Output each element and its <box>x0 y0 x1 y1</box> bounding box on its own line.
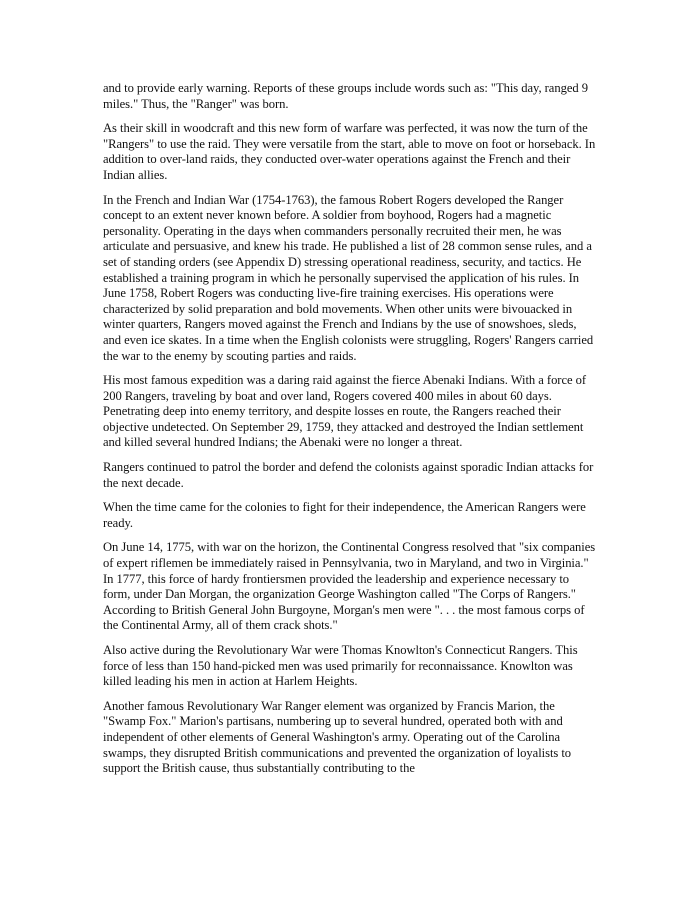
paragraph-knowlton-rangers: Also active during the Revolutionary War were Thomas Knowlton's Connecticut Rangers. This force of less than 150 hand-picked men was used primarily for reconnaissance. Knowlton was killed leading his men in action at Harlem Heights. <box>103 643 578 689</box>
paragraph-french-indian-war: In the French and Indian War (1754-1763), the famous Robert Rogers developed the Ranger concept to an extent never known before. A soldier from boyhood, Rogers had a magnetic personality. Operating in the days when commanders personally recruited their men, he was articulate and persuasive, and knew his trade. He published a list of 28 common sense rules, and a set of standing orders (see Appendix D) stressing operational readiness, security, and tactics. He established a training program in which he personally supervised the application of his rules. In June 1758, Robert Rogers was conducting live-fire training exercises. His operations were characterized by solid preparation and bold movements. When other units were bivouacked in winter quarters, Rangers moved against the French and Indians by the use of snowshoes, sleds, and even ice skates. In a time when the English colonists were struggling, Rogers' Rangers carried the war to the enemy by scouting parties and raids. <box>103 192 594 363</box>
paragraph-woodcraft: As their skill in woodcraft and this new form of warfare was perfected, it was now the turn of the "Rangers" to use the raid. They were versatile from the start, able to move on foot or horseback. In addition to over-land raids, they conducted over-water operations against the French and their Indian allies. <box>103 121 596 182</box>
paragraph-independence: When the time came for the colonies to fight for their independence, the American Rangers were ready. <box>103 500 586 530</box>
paragraph-early-warning: and to provide early warning. Reports of these groups include words such as: "This day, ranged 9 miles." Thus, the "Ranger" was born. <box>103 81 588 111</box>
document-body <box>103 81 597 786</box>
paragraph-continental-congress: On June 14, 1775, with war on the horizon, the Continental Congress resolved that "six companies of expert riflemen be immediately raised in Pennsylvania, two in Maryland, and two in Virginia." In 1777, this force of hardy frontiersmen provided the leadership and experience necessary to form, under Dan Morgan, the organization George Washington called "The Corps of Rangers." According to British General John Burgoyne, Morgan's men were ". . . the most famous corps of the Continental Army, all of them crack shots." <box>103 540 596 633</box>
paragraph-border-patrol: Rangers continued to patrol the border and defend the colonists against sporadic Indian attacks for the next decade. <box>103 460 594 490</box>
paragraph-swamp-fox: Another famous Revolutionary War Ranger element was organized by Francis Marion, the "Swamp Fox." Marion's partisans, numbering up to several hundred, operated both with and independent of other elements of General Washington's army. Operating out of the Carolina swamps, they disrupted British communications and prevented the organization of loyalists to support the British cause, thus substantially contributing to the <box>103 698 572 776</box>
paragraph-abenaki-raid: His most famous expedition was a daring raid against the fierce Abenaki Indians. With a force of 200 Rangers, traveling by boat and over land, Rogers covered 400 miles in about 60 days. Penetrating deep into enemy territory, and despite losses en route, the Rangers reached their objective undetected. On September 29, 1759, they attacked and destroyed the Indian settlement and killed several hundred Indians; the Abenaki were no longer a threat. <box>103 373 587 450</box>
